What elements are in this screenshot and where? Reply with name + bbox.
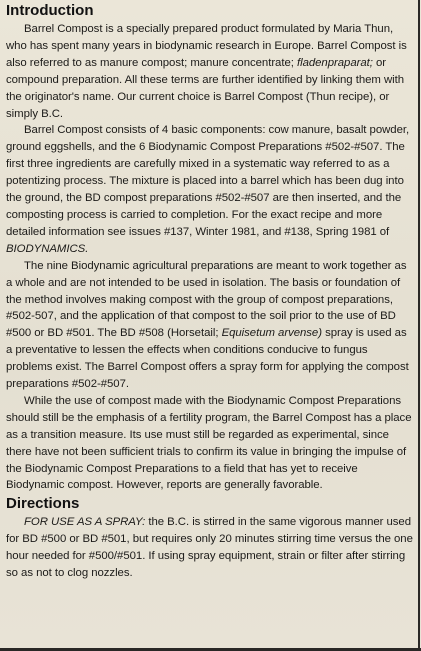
introduction-section — [6, 1, 415, 494]
intro-paragraph-3-italic: Equisetum arvense) — [221, 327, 322, 340]
intro-paragraph-2 — [6, 122, 415, 257]
directions-paragraph-1-italic: FOR USE AS A SPRAY: — [24, 516, 146, 529]
intro-paragraph-4-text-a: While the use of compost made with the Biodynamic Compost Preparations should still be the emphasis of a fertility program, the Barrel Compost has a place as a transition measure. Its use must still be regarded as experimental, since there have not been sufficient trials to confirm its value in bringing the impulse of the Biodynamic Compost Preparations to a field that has yet to receive Biodynamic compost. However, reports are generally favorable. — [6, 394, 412, 492]
intro-paragraph-3-text-b: spray is used as a preventative to lessen the effects when conditions conducive to fungus problems exist. The Barrel Compost offers a spray form for applying the compost preparations #502-#507. — [6, 327, 409, 391]
directions-paragraph-1 — [6, 514, 415, 582]
intro-paragraph-4 — [6, 393, 415, 494]
intro-paragraph-2-text-a: Barrel Compost consists of 4 basic components: cow manure, basalt powder, ground eggshells, and the 6 Biodynamic Compost Preparations #502-#507. The first three ingredients are carefully mixed in a systematic way referred to as a potentizing process. The mixture is placed into a barrel which has been dug into the ground, the BD compost preparations #502-#507 are then inserted, and the composting process is carried to completion. For the exact recipe and more detailed information see issues #137, Winter 1981, and #138, Spring 1981 of — [6, 124, 410, 238]
intro-paragraph-1-text-a: Barrel Compost is a specially prepared product formulated by Maria Thun, who has spent many years in biodynamic research in Europe. Barrel Compost is also referred to as manure compost; manure concentrate; — [6, 23, 407, 69]
intro-paragraph-1 — [6, 21, 415, 122]
intro-paragraph-1-text-b: or compound preparation. All these terms are further identified by linking them with the originator's name. Our current choice is Barrel Compost (Thun recipe), or simply B.C. — [6, 56, 404, 120]
directions-heading: Directions — [6, 495, 80, 513]
directions-paragraph-1-text-a: the B.C. is stirred in the same vigorous manner used for BD #500 or BD #501, but requires only 20 minutes stirring time versus the one hour needed for #500/#501. If using spray equipment, strain or filter after stirring so as not to clog nozzles. — [6, 516, 413, 580]
page-frame-right — [418, 0, 420, 651]
intro-paragraph-1-italic: fladenpraparat; — [296, 56, 373, 69]
intro-paragraph-3-text-a: The nine Biodynamic agricultural preparations are meant to work together as a whole and are not intended to be used in isolation. The basis or foundation of the method involves making compost with the group of compost preparations, #502-507, and the application of that compost to the soil prior to the use of BD #500 or BD #501. The BD #508 (Horsetail; — [6, 259, 407, 340]
introduction-heading: Introduction — [6, 2, 94, 19]
directions-section — [6, 494, 415, 582]
intro-paragraph-3 — [6, 258, 415, 393]
intro-paragraph-2-italic: BIODYNAMICS. — [6, 242, 89, 255]
